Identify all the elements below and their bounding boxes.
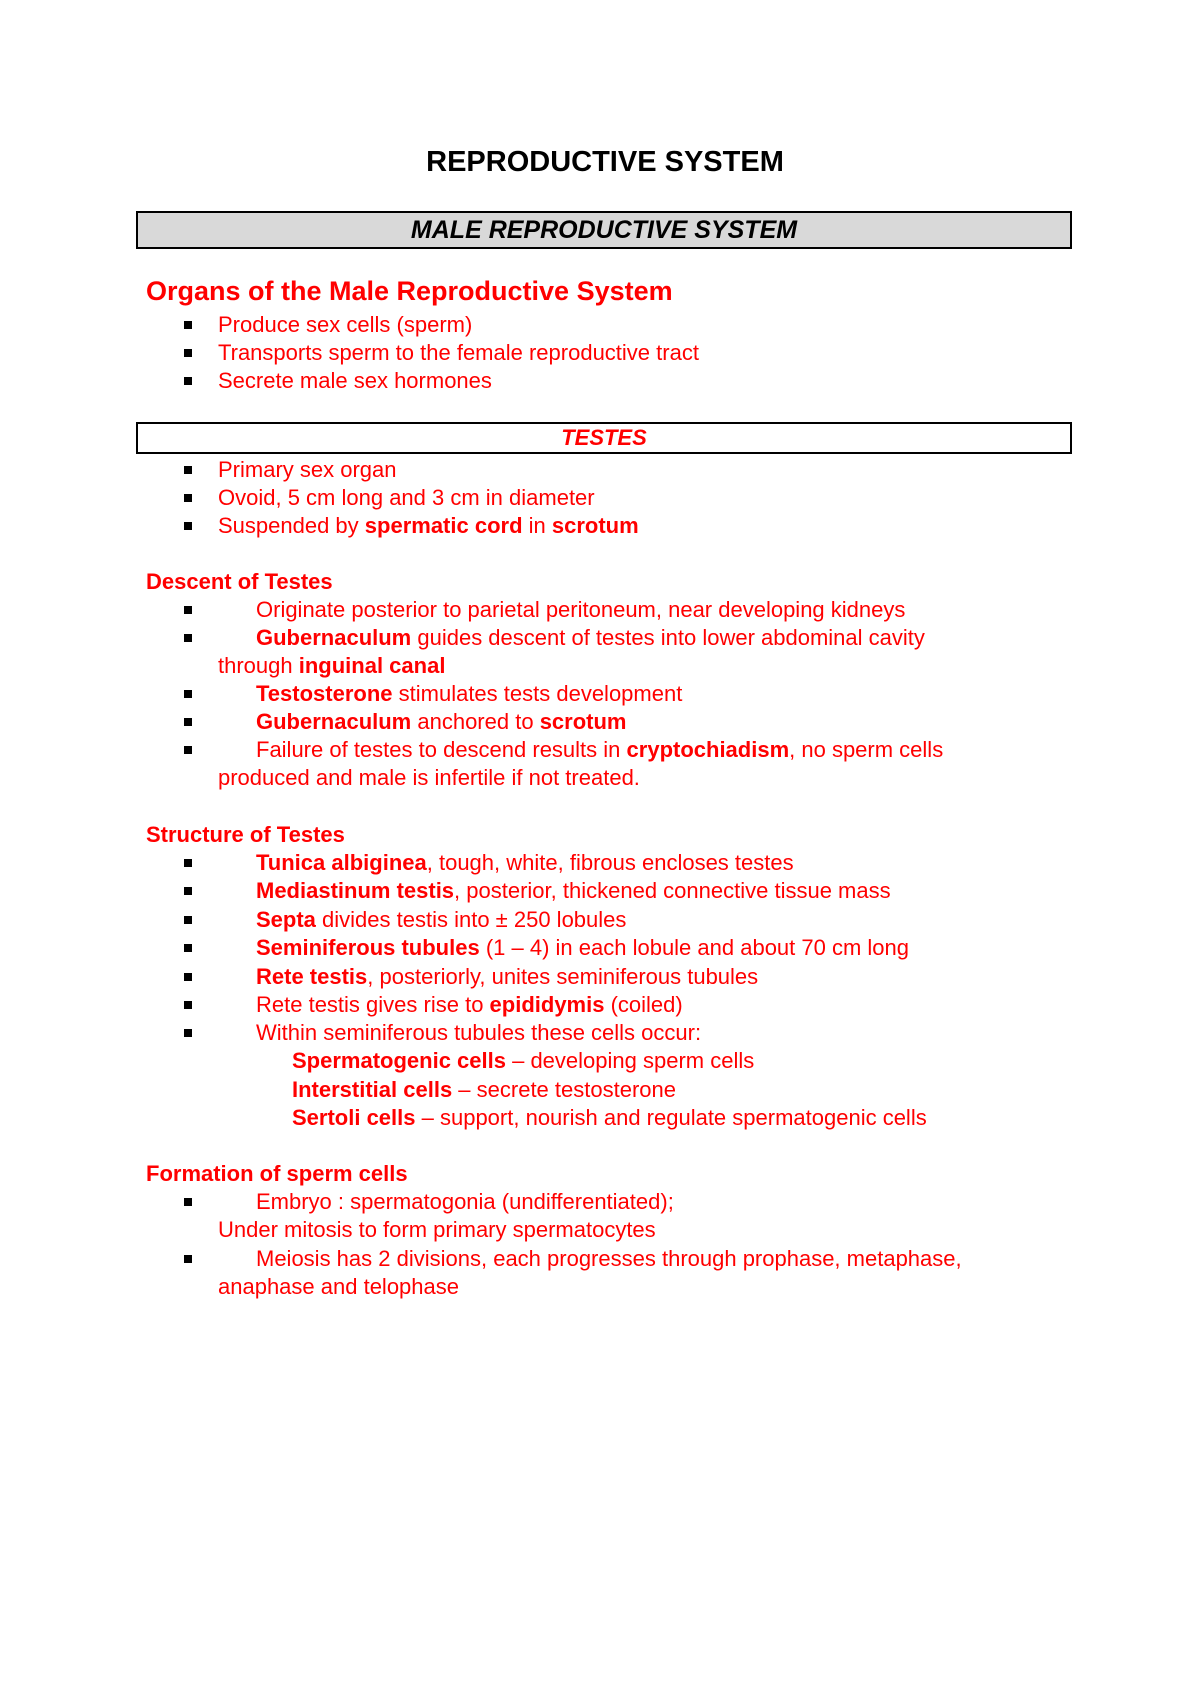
organs-item-2: Transports sperm to the female reproductive tract (218, 340, 699, 365)
bullet-icon (184, 859, 192, 867)
bullet-icon (184, 887, 192, 895)
structure-item-1: Tunica albiginea, tough, white, fibrous encloses testes (256, 850, 794, 875)
bullet-icon (184, 1255, 192, 1263)
bullet-icon (184, 606, 192, 614)
structure-sub-2: Interstitial cells – secrete testosterone (292, 1077, 676, 1102)
bullet-icon (184, 466, 192, 474)
testes-item-3: Suspended by spermatic cord in scrotum (218, 513, 639, 538)
descent-item-5-cont: produced and male is infertile if not treated. (218, 765, 640, 790)
structure-heading: Structure of Testes (146, 822, 345, 847)
bullet-icon (184, 973, 192, 981)
bullet-icon (184, 690, 192, 698)
bullet-icon (184, 1029, 192, 1037)
bullet-icon (184, 718, 192, 726)
page-title: REPRODUCTIVE SYSTEM (426, 146, 784, 178)
bullet-icon (184, 349, 192, 357)
descent-item-3: Testosterone stimulates tests development (256, 681, 683, 706)
descent-heading: Descent of Testes (146, 569, 333, 594)
formation-item-2-cont: anaphase and telophase (218, 1274, 459, 1299)
testes-item-1: Primary sex organ (218, 457, 397, 482)
formation-item-1-cont: Under mitosis to form primary spermatocytes (218, 1217, 656, 1242)
bullet-icon (184, 522, 192, 530)
formation-item-1: Embryo : spermatogonia (undifferentiated); (256, 1189, 674, 1214)
bullet-icon (184, 944, 192, 952)
bullet-icon (184, 321, 192, 329)
structure-item-4: Seminiferous tubules (1 – 4) in each lobule and about 70 cm long (256, 935, 910, 960)
descent-item-4: Gubernaculum anchored to scrotum (256, 709, 627, 734)
bullet-icon (184, 377, 192, 385)
structure-sub-1: Spermatogenic cells – developing sperm cells (292, 1048, 755, 1073)
formation-item-2: Meiosis has 2 divisions, each progresses through prophase, metaphase, (256, 1246, 962, 1271)
descent-item-1: Originate posterior to parietal peritoneum, near developing kidneys (256, 597, 906, 622)
bullet-icon (184, 746, 192, 754)
bullet-icon (184, 634, 192, 642)
bullet-icon (184, 1001, 192, 1009)
testes-item-2: Ovoid, 5 cm long and 3 cm in diameter (218, 485, 595, 510)
organs-item-1: Produce sex cells (sperm) (218, 312, 473, 337)
structure-item-2: Mediastinum testis, posterior, thickened connective tissue mass (256, 878, 891, 903)
descent-item-5: Failure of testes to descend results in cryptochiadism, no sperm cells (256, 737, 944, 762)
descent-item-2-cont: through inguinal canal (218, 653, 446, 678)
organs-item-3: Secrete male sex hormones (218, 368, 492, 393)
testes-banner: TESTES (136, 422, 1072, 454)
structure-item-6: Rete testis gives rise to epididymis (coiled) (256, 992, 683, 1017)
structure-sub-3: Sertoli cells – support, nourish and regulate spermatogenic cells (292, 1105, 927, 1130)
bullet-icon (184, 916, 192, 924)
bullet-icon (184, 494, 192, 502)
organs-heading: Organs of the Male Reproductive System (146, 276, 673, 306)
male-system-banner: MALE REPRODUCTIVE SYSTEM (136, 211, 1072, 249)
structure-item-5: Rete testis, posteriorly, unites seminiferous tubules (256, 964, 759, 989)
descent-item-2: Gubernaculum guides descent of testes into lower abdominal cavity (256, 625, 925, 650)
structure-item-7: Within seminiferous tubules these cells occur: (256, 1020, 702, 1045)
bullet-icon (184, 1198, 192, 1206)
formation-heading: Formation of sperm cells (146, 1161, 408, 1186)
structure-item-3: Septa divides testis into ± 250 lobules (256, 907, 627, 932)
